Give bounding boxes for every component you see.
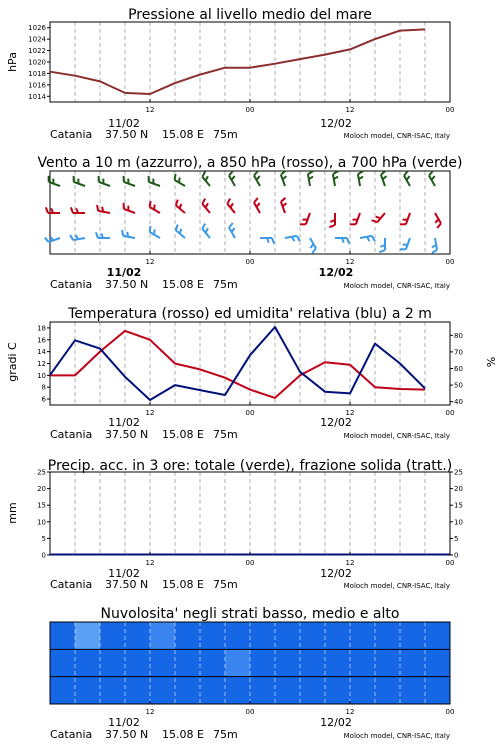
humidity-line — [50, 327, 425, 400]
wind-barb — [150, 201, 160, 213]
cloud-cell — [275, 622, 301, 649]
y-tick-label: 10 — [454, 518, 463, 526]
wind-barb — [150, 226, 160, 238]
wind-barb-feather — [309, 177, 313, 180]
temperature-yticks — [37, 324, 50, 403]
cloud-cells — [50, 622, 451, 704]
cloud-cell — [350, 677, 376, 704]
wind-xticks — [146, 251, 455, 266]
cloud-cell — [325, 677, 351, 704]
location-lat: 37.50 N — [105, 278, 148, 291]
cloud-cell — [125, 622, 151, 649]
wind-barb — [281, 171, 286, 186]
wind-barb-feather — [376, 217, 381, 219]
cloud-cell — [200, 677, 226, 704]
wind-barb-feather — [202, 172, 205, 177]
location-elevation: 75m — [213, 428, 238, 441]
temperature-humidity-series — [50, 327, 425, 400]
wind-barb — [404, 171, 410, 186]
y-tick-label: 18 — [37, 324, 46, 332]
y-tick-label: 40 — [454, 398, 463, 406]
wind-barb — [281, 198, 286, 213]
x-tick-label: 00 — [246, 559, 255, 567]
location-elevation: 75m — [213, 728, 238, 741]
wind-barb-feather — [272, 238, 274, 244]
wind-barb-feather — [154, 205, 155, 210]
cloud-cell — [400, 677, 426, 704]
cloud-cell — [350, 649, 376, 676]
wind-barb-feather — [179, 178, 180, 183]
pressure-series — [50, 29, 425, 94]
wind-barb-feather — [358, 171, 363, 174]
cloud-cell — [200, 649, 226, 676]
wind-barb-feather — [232, 176, 235, 180]
wind-barb-shaft — [381, 175, 385, 186]
wind-barb — [254, 198, 260, 213]
cloud-cell — [175, 677, 201, 704]
wind-barb-feather — [383, 176, 387, 179]
temperature-title: Temperatura (rosso) ed umidita' relativa (blu) a 2 m — [67, 306, 432, 322]
wind-footer — [50, 278, 450, 291]
wind-barb-feather — [229, 223, 233, 228]
wind-barb-feather — [283, 203, 287, 206]
wind-barb-feather — [292, 237, 295, 241]
y-tick-label: 1026 — [28, 24, 46, 32]
wind-barb — [329, 213, 335, 227]
wind-barb — [360, 236, 375, 241]
wind-barb-feather — [180, 229, 182, 234]
x-tick-label: 12 — [346, 258, 355, 266]
cloud-cell — [300, 677, 326, 704]
pressure-grid — [75, 22, 425, 102]
location-lat: 37.50 N — [105, 128, 148, 141]
wind-barb-feather — [437, 223, 441, 228]
model-credit: Moloch model, CNR-ISAC, Italy — [344, 282, 450, 290]
y-tick-label: 6 — [42, 396, 47, 404]
cloud-date-2: 12/02 — [320, 716, 352, 729]
wind-barb-feather — [154, 230, 155, 235]
wind-barb-feather — [176, 225, 178, 231]
wind-barb-feather — [232, 228, 235, 232]
wind-barb — [122, 230, 135, 238]
wind-barb-feather — [359, 177, 363, 180]
wind-barb — [97, 205, 110, 213]
wind-barb-shaft — [98, 211, 110, 213]
wind-barb-feather — [432, 250, 437, 253]
wind-barb-feather — [227, 199, 230, 204]
pressure-title: Pressione al livello medio del mare — [128, 7, 372, 23]
cloud-cell — [275, 649, 301, 676]
cloud-cell — [375, 622, 401, 649]
x-tick-label: 12 — [146, 708, 155, 716]
cloud-cell — [350, 622, 376, 649]
x-tick-label: 12 — [346, 559, 355, 567]
precipitation-ylabel: mm — [6, 502, 19, 523]
cloud-cell — [125, 649, 151, 676]
wind-barb-shaft — [308, 174, 310, 186]
wind-barb-feather — [334, 177, 338, 180]
cloud-cell — [175, 649, 201, 676]
wind-barb-feather — [97, 205, 98, 211]
x-tick-label: 00 — [446, 106, 455, 114]
cloud-panel — [50, 606, 454, 741]
x-tick-label: 12 — [146, 106, 155, 114]
wind-barb — [254, 171, 260, 186]
temperature-footer — [50, 428, 450, 441]
wind-barb-feather — [308, 171, 313, 174]
temperature-date-1: 11/02 — [108, 416, 140, 429]
wind-barb-feather — [175, 174, 176, 180]
wind-barb-feather — [206, 228, 208, 232]
wind-barb-feather — [310, 244, 313, 248]
location-name: Catania — [50, 578, 92, 591]
cloud-date-1: 11/02 — [108, 716, 140, 729]
location-elevation: 75m — [213, 278, 238, 291]
wind-barb-feather — [372, 220, 378, 222]
wind-barb — [260, 238, 274, 244]
wind-barb-feather — [347, 238, 349, 244]
wind-barb-feather — [432, 176, 435, 180]
location-name: Catania — [50, 428, 92, 441]
y-tick-label: 12 — [37, 360, 46, 368]
x-tick-label: 12 — [346, 106, 355, 114]
y-tick-label: 10 — [37, 518, 46, 526]
cloud-cell — [275, 677, 301, 704]
wind-barb-feather — [180, 204, 182, 209]
location-lon: 15.08 E — [162, 728, 204, 741]
wind-barb — [229, 171, 235, 186]
location-name: Catania — [50, 278, 92, 291]
wind-barb-feather — [254, 198, 258, 203]
x-tick-label: 12 — [146, 559, 155, 567]
pressure-yticks — [28, 24, 50, 101]
humidity-ylabel: % — [484, 357, 497, 367]
y-tick-label: 15 — [37, 502, 46, 510]
temperature-xticks — [146, 402, 455, 417]
precipitation-title: Precip. acc. in 3 ore: totale (verde), frazione solida (tratt.) — [48, 458, 452, 474]
cloud-cell — [100, 622, 126, 649]
x-tick-label: 00 — [246, 409, 255, 417]
y-tick-label: 60 — [454, 365, 463, 373]
wind-barb — [400, 213, 410, 224]
precipitation-panel — [6, 458, 463, 591]
model-credit: Moloch model, CNR-ISAC, Italy — [344, 582, 450, 590]
wind-barb-shaft — [285, 236, 297, 238]
x-tick-label: 12 — [146, 409, 155, 417]
wind-barb — [381, 171, 386, 186]
y-tick-label: 14 — [37, 348, 46, 356]
cloud-cell — [150, 677, 176, 704]
wind-barb-feather — [50, 237, 53, 241]
wind-barb — [432, 238, 437, 253]
wind-barb-feather — [281, 198, 286, 202]
pressure-line — [50, 29, 425, 94]
cloud-cell — [125, 677, 151, 704]
location-elevation: 75m — [213, 128, 238, 141]
precipitation-date-1: 11/02 — [108, 567, 140, 580]
wind-barb-feather — [122, 230, 123, 236]
wind-barb-feather — [435, 219, 438, 223]
cloud-cell — [250, 649, 276, 676]
wind-barb — [229, 223, 235, 238]
x-tick-label: 00 — [446, 258, 455, 266]
wind-barb — [176, 200, 185, 213]
cloud-cell — [150, 649, 176, 676]
cloud-cell — [150, 622, 176, 649]
wind-barb-shaft — [435, 238, 437, 250]
location-elevation: 75m — [213, 578, 238, 591]
precipitation-date-2: 12/02 — [320, 567, 352, 580]
x-tick-label: 00 — [246, 106, 255, 114]
x-tick-label: 12 — [346, 708, 355, 716]
wind-barb — [335, 238, 349, 244]
y-tick-label: 1014 — [28, 93, 46, 101]
wind-barb — [400, 238, 410, 249]
pressure-footer — [50, 128, 450, 141]
wind-barb-feather — [45, 238, 49, 243]
wind-barb — [45, 237, 60, 242]
x-tick-label: 00 — [446, 708, 455, 716]
y-tick-label: 80 — [454, 332, 463, 340]
wind-barb — [285, 236, 300, 241]
wind-barb-feather — [229, 171, 233, 176]
y-tick-label: 1024 — [28, 36, 46, 44]
wind-barb-shaft — [73, 238, 85, 240]
wind-barb — [300, 213, 310, 224]
y-tick-label: 1016 — [28, 81, 46, 89]
wind-barb — [372, 213, 385, 222]
wind-barb-feather — [254, 171, 258, 176]
wind-barb-feather — [283, 176, 287, 179]
wind-barb — [70, 235, 85, 240]
y-tick-label: 10 — [37, 372, 46, 380]
wind-barb — [96, 232, 110, 238]
wind-barb — [358, 171, 363, 186]
model-credit: Moloch model, CNR-ISAC, Italy — [344, 132, 450, 140]
cloud-cell — [225, 622, 251, 649]
wind-barb-feather — [329, 225, 335, 227]
wind-barb — [46, 207, 60, 213]
wind-barb-feather — [206, 176, 208, 180]
y-tick-label: 1020 — [28, 59, 46, 67]
precipitation-footer — [50, 578, 450, 591]
temperature-ylabel: gradi C — [6, 342, 19, 382]
location-name: Catania — [50, 728, 92, 741]
wind-barb-shaft — [281, 175, 285, 186]
cloud-cell — [375, 649, 401, 676]
y-tick-label: 20 — [454, 485, 463, 493]
wind-barb-shaft — [281, 202, 285, 213]
y-tick-label: 16 — [37, 336, 46, 344]
wind-barb-feather — [407, 176, 410, 180]
x-tick-label: 00 — [446, 559, 455, 567]
cloud-cell — [75, 649, 101, 676]
wind-barb-feather — [202, 199, 205, 204]
wind-barb — [333, 171, 338, 186]
location-lon: 15.08 E — [162, 428, 204, 441]
y-tick-label: 1022 — [28, 47, 46, 55]
wind-barb-feather — [150, 201, 151, 207]
cloud-cell — [250, 677, 276, 704]
cloud-cell — [175, 622, 201, 649]
cloud-cell — [425, 677, 451, 704]
wind-barb-shaft — [360, 236, 372, 238]
location-lon: 15.08 E — [162, 128, 204, 141]
cloud-cell — [425, 649, 451, 676]
cloud-title: Nuvolosita' negli strati basso, medio e alto — [101, 606, 400, 622]
wind-barb-feather — [297, 236, 300, 241]
y-tick-label: 50 — [454, 382, 463, 390]
wind-barb-feather — [379, 250, 385, 252]
y-tick-label: 25 — [37, 469, 46, 477]
wind-title: Vento a 10 m (azzurro), a 850 hPa (rosso), a 700 hPa (verde) — [37, 155, 462, 171]
cloud-cell — [225, 677, 251, 704]
y-tick-label: 25 — [454, 469, 463, 477]
cloud-cell — [325, 649, 351, 676]
humidity-yticks — [450, 332, 463, 406]
wind-barb — [435, 213, 441, 228]
wind-barb-feather — [96, 232, 98, 238]
wind-barb-feather — [46, 207, 48, 213]
wind-barb — [202, 224, 210, 238]
wind-barb-feather — [312, 248, 316, 253]
cloud-cell — [50, 649, 76, 676]
y-tick-label: 70 — [454, 348, 463, 356]
location-lon: 15.08 E — [162, 578, 204, 591]
wind-barb-feather — [76, 235, 79, 239]
y-tick-label: 20 — [37, 485, 46, 493]
wind-barbs — [45, 171, 441, 253]
wind-barb-feather — [432, 245, 436, 248]
wind-barb — [350, 213, 360, 224]
cloud-cell — [50, 622, 76, 649]
y-tick-label: 5 — [42, 535, 46, 543]
y-tick-label: 0 — [454, 552, 458, 560]
wind-barb — [429, 171, 435, 186]
precipitation-yticks — [37, 469, 50, 560]
pressure-panel — [6, 7, 454, 141]
cloud-cell — [400, 622, 426, 649]
wind-barb-feather — [202, 224, 205, 229]
cloud-cell — [400, 649, 426, 676]
location-lon: 15.08 E — [162, 278, 204, 291]
wind-barb-feather — [429, 171, 433, 176]
x-tick-label: 12 — [146, 258, 155, 266]
wind-barb — [176, 225, 185, 238]
location-name: Catania — [50, 128, 92, 141]
cloud-cell — [100, 677, 126, 704]
wind-barb — [202, 172, 210, 186]
pressure-date-1: 11/02 — [108, 117, 140, 130]
cloud-cell — [325, 622, 351, 649]
model-credit: Moloch model, CNR-ISAC, Italy — [344, 432, 450, 440]
temperature-date-2: 12/02 — [320, 416, 352, 429]
precipitation-grid — [75, 472, 425, 555]
cloud-cell — [200, 622, 226, 649]
cloud-cell — [425, 622, 451, 649]
location-lat: 37.50 N — [105, 728, 148, 741]
cloud-cell — [250, 622, 276, 649]
temperature-line — [50, 331, 425, 398]
cloud-cell — [75, 677, 101, 704]
x-tick-label: 00 — [446, 409, 455, 417]
cloud-footer — [50, 728, 450, 741]
location-lat: 37.50 N — [105, 428, 148, 441]
wind-date-1: 11/02 — [107, 266, 142, 279]
location-lat: 37.50 N — [105, 578, 148, 591]
cloud-cell — [375, 677, 401, 704]
temperature-panel — [6, 306, 497, 441]
y-tick-label: 0 — [42, 552, 46, 560]
x-tick-label: 00 — [246, 258, 255, 266]
pressure-ylabel: hPa — [6, 52, 19, 72]
wind-barb-feather — [71, 207, 73, 213]
pressure-date-2: 12/02 — [320, 117, 352, 130]
wind-barb — [227, 199, 235, 213]
cloud-cell — [225, 649, 251, 676]
y-tick-label: 1018 — [28, 70, 46, 78]
wind-barb-feather — [231, 203, 233, 207]
wind-barb-feather — [404, 171, 408, 176]
temperature-grid — [75, 322, 425, 405]
precipitation-yticks-right — [450, 469, 463, 560]
wind-panel — [37, 155, 462, 291]
cloud-cell — [75, 622, 101, 649]
cloud-cell — [100, 649, 126, 676]
x-tick-label: 00 — [246, 708, 255, 716]
wind-barb — [310, 238, 316, 253]
wind-barb-shaft — [333, 174, 335, 186]
wind-barb-shaft — [358, 174, 360, 186]
wind-barb-feather — [127, 232, 128, 237]
wind-barb — [379, 238, 385, 252]
wind-barb-feather — [70, 235, 73, 240]
wind-barb-feather — [176, 200, 178, 206]
wind-barb-feather — [257, 203, 260, 207]
y-tick-label: 8 — [42, 384, 46, 392]
wind-date-2: 12/02 — [319, 266, 354, 279]
model-credit: Moloch model, CNR-ISAC, Italy — [344, 732, 450, 740]
y-tick-label: 15 — [454, 502, 463, 510]
wind-barb-feather — [150, 226, 151, 232]
cloud-cell — [300, 649, 326, 676]
wind-barb — [202, 199, 210, 213]
cloud-cell — [300, 622, 326, 649]
wind-barb — [308, 171, 313, 186]
wind-barb-feather — [102, 207, 103, 212]
wind-barb — [175, 174, 185, 186]
y-tick-label: 5 — [454, 535, 458, 543]
wind-barb-feather — [372, 236, 375, 241]
wind-barb-feather — [206, 203, 208, 207]
cloud-cell — [50, 677, 76, 704]
x-tick-label: 12 — [346, 409, 355, 417]
wind-barb-feather — [367, 237, 370, 241]
wind-barb — [71, 207, 85, 213]
wind-barb-feather — [257, 176, 260, 180]
wind-barb-feather — [333, 171, 338, 174]
